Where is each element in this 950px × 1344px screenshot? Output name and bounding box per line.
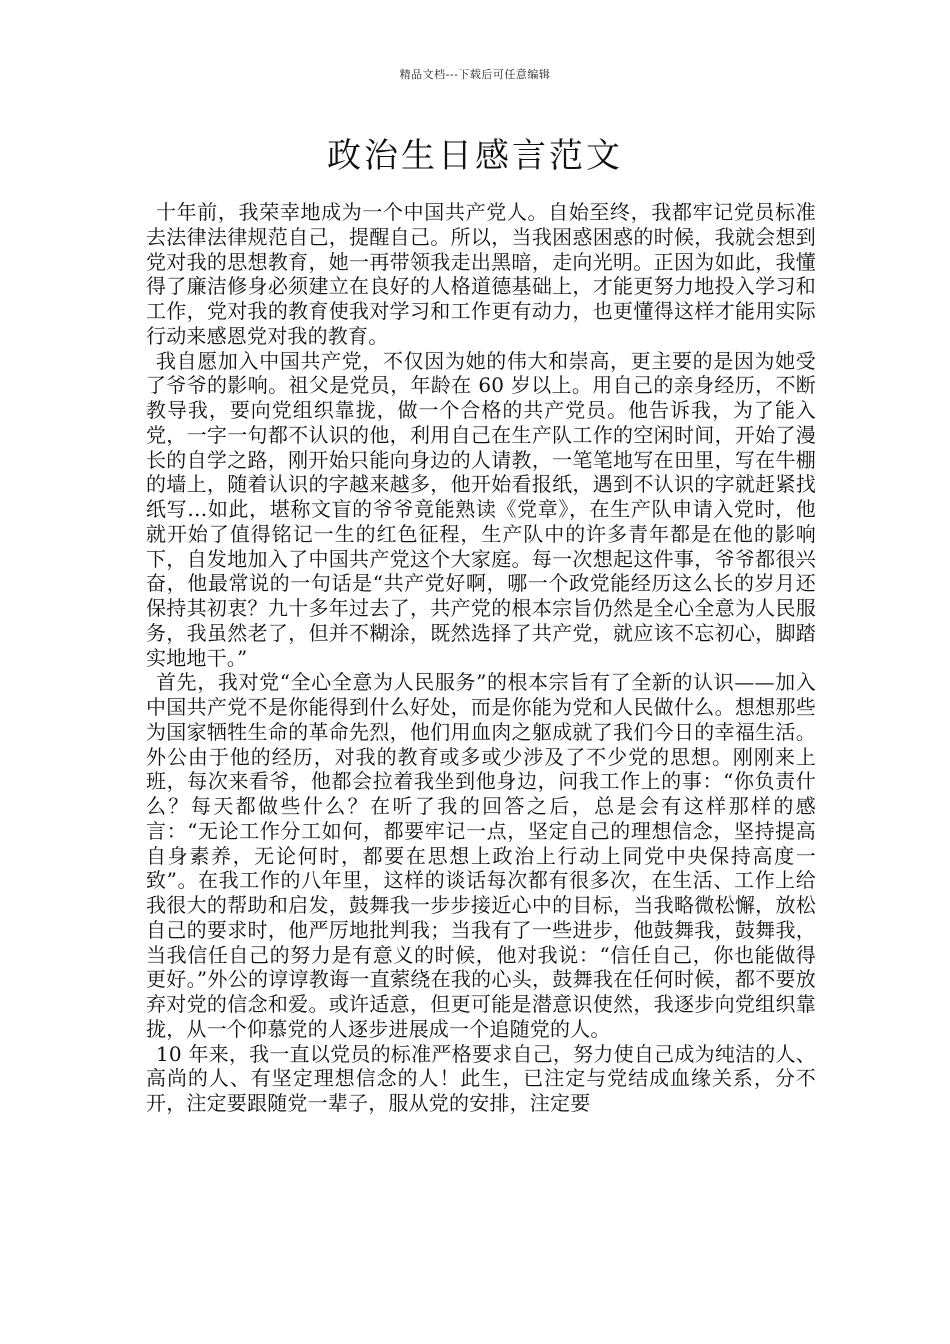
paragraph-2: 我自愿加入中国共产党，不仅因为她的伟大和崇高，更主要的是因为她受了爷爷的影响。祖父是党员，年龄在 60 岁以上。用自己的亲身经历，不断教导我，要向党组织靠拢，做一个合格的共产党员。他告诉我，为了能入党，一字一句都不认识的他，利用自己在生产队工作的空闲时间，开始了漫长的自学之路，刚开始只能向身边的人请教，一笔笔地写在田里，写在牛棚的墙上，随着认识的字越来越多，他开始看报纸，遇到不认识的字就赶紧找纸写…如此，堪称文盲的爷爷竟能熟读《党章》，在生产队申请入党时，他就开始了值得铭记一生的红色征程，生产队中的许多青年都是在他的影响下，自发地加入了中国共产党这个大家庭。每一次想起这件事，爷爷都很兴奋，他最常说的一句话是“共产党好啊，哪一个政党能经历这么长的岁月还保持其初衷？九十多年过去了，共产党的根本宗旨仍然是全心全意为人民服务，我虽然老了，但并不糊涂，既然选择了共产党，就应该不忘初心，脚踏实地地干。” <box>146 348 816 670</box>
document-body <box>146 200 816 1116</box>
paragraph-3: 首先，我对党“全心全意为人民服务”的根本宗旨有了全新的认识——加入中国共产党不是你能得到什么好处，而是你能为党和人民做什么。想想那些为国家牺牲生命的革命先烈，他们用血肉之躯成就了我们今日的幸福生活。外公由于他的经历，对我的教育或多或少涉及了不少党的思想。刚刚来上班，每次来看爷，他都会拉着我坐到他身边，问我工作上的事：“你负责什么？每天都做些什么？在听了我的回答之后，总是会有这样那样的感言：“无论工作分工如何，都要牢记一点，坚定自己的理想信念，坚持提高自身素养，无论何时，都要在思想上政治上行动上同党中央保持高度一致”。在我工作的八年里，这样的谈话每次都有很多次，在生活、工作上给我很大的帮助和启发，鼓舞我一步步接近心中的目标，当我略微松懈，放松自己的要求时，他严厉地批判我；当我有了一些进步，他鼓舞我，鼓舞我，当我信任自己的努力是有意义的时候，他对我说：“信任自己，你也能做得更好。”外公的谆谆教诲一直萦绕在我的心头，鼓舞我在任何时候，都不要放弃对党的信念和爱。或许适意，但更可能是潜意识使然，我逐步向党组织靠拢，从一个仰慕党的人逐步进展成一个追随党的人。 <box>146 670 816 1041</box>
header-note: 精品文档---下载后可任意编辑 <box>399 68 551 81</box>
paragraph-4: 10 年来，我一直以党员的标准严格要求自己，努力使自己成为纯洁的人、高尚的人、有坚定理想信念的人！此生，已注定与党结成血缘关系，分不开，注定要跟随党一辈子，服从党的安排，注定要 <box>146 1041 816 1115</box>
paragraph-1: 十年前，我荣幸地成为一个中国共产党人。自始至终，我都牢记党员标准去法律法律规范自己，提醒自己。所以，当我困惑困惑的时候，我就会想到党对我的思想教育，她一再带领我走出黑暗，走向光明。正因为如此，我懂得了廉洁修身必须建立在良好的人格道德基础上，才能更努力地投入学习和工作，党对我的教育使我对学习和工作更有动力，也更懂得这样才能用实际行动来感恩党对我的教育。 <box>146 200 816 348</box>
document-title: 政治生日感言范文 <box>327 136 623 176</box>
